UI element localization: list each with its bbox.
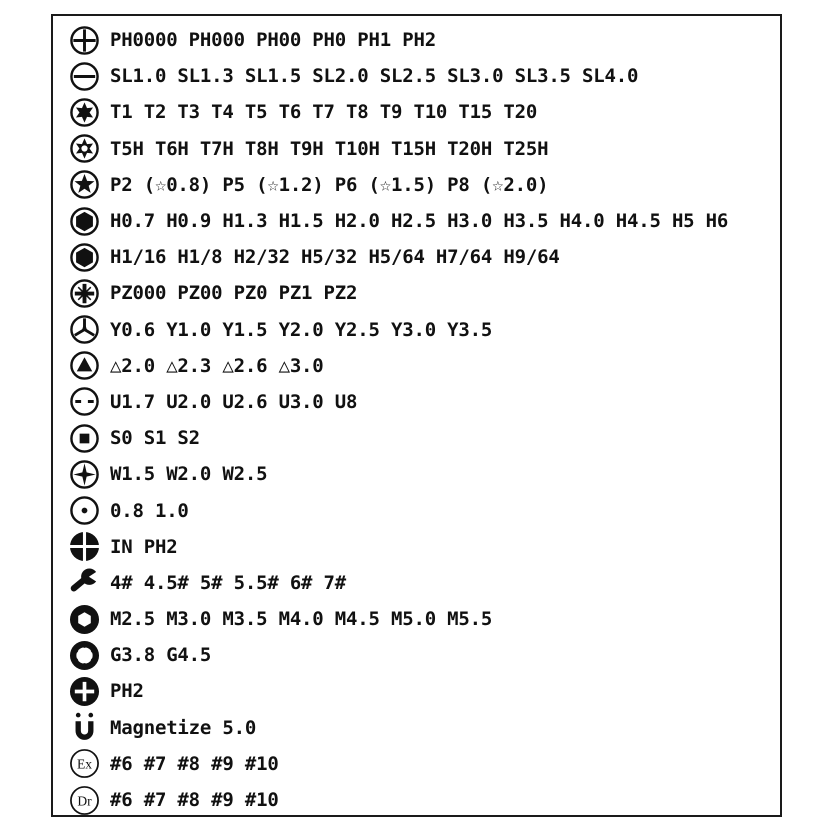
bit-sizes: SL1.0 SL1.3 SL1.5 SL2.0 SL2.5 SL3.0 SL3.5 SL4.0 [110, 65, 639, 88]
list-item [68, 746, 780, 782]
list-item [68, 94, 780, 130]
list-item [68, 673, 780, 709]
cross-icon [68, 458, 100, 490]
bit-sizes: M2.5 M3.0 M3.5 M4.0 M4.5 M5.0 M5.5 [110, 608, 493, 631]
bit-sizes: H1/16 H1/8 H2/32 H5/32 H5/64 H7/64 H9/64 [110, 246, 560, 269]
bit-sizes: PH2 [110, 680, 144, 703]
bit-sizes: #6 #7 #8 #9 #10 [110, 789, 279, 812]
bit-list [68, 22, 780, 818]
u-shape-icon [68, 386, 100, 418]
list-item [68, 312, 780, 348]
list-item [68, 22, 780, 58]
list-item [68, 58, 780, 94]
slotted-icon [68, 60, 100, 92]
bit-sizes: W1.5 W2.0 W2.5 [110, 463, 268, 486]
list-item [68, 239, 780, 275]
bit-sizes: PH0000 PH000 PH00 PH0 PH1 PH2 [110, 29, 436, 52]
list-item [68, 456, 780, 492]
torx-security-icon [68, 133, 100, 165]
hex-inch-icon [68, 241, 100, 273]
dr-icon-label: Dr [76, 792, 92, 808]
list-item [68, 492, 780, 528]
list-item [68, 384, 780, 420]
bit-sizes: Magnetize 5.0 [110, 716, 257, 739]
bit-sizes: G3.8 G4.5 [110, 644, 212, 667]
tri-wing-icon [68, 314, 100, 346]
bit-sizes: T5H T6H T7H T8H T9H T10H T15H T20H T25H [110, 137, 549, 160]
pentalobe-icon [68, 169, 100, 201]
bit-sizes: 0.8 1.0 [110, 499, 189, 522]
square-icon [68, 422, 100, 454]
dr-icon [68, 784, 100, 816]
list-item [68, 565, 780, 601]
hex-nut-icon [68, 603, 100, 635]
pozidriv-icon [68, 277, 100, 309]
ex-icon-label: Ex [76, 756, 92, 772]
bit-sizes: U1.7 U2.0 U2.6 U3.0 U8 [110, 390, 358, 413]
bit-sizes: H0.7 H0.9 H1.3 H1.5 H2.0 H2.5 H3.0 H3.5 H4.0 H4.5 H5 H6 [110, 210, 729, 233]
phillips-icon [68, 24, 100, 56]
gear-icon [68, 639, 100, 671]
bit-sizes: 4# 4.5# 5# 5.5# 6# 7# [110, 571, 347, 594]
magnet-icon [68, 712, 100, 744]
list-item [68, 529, 780, 565]
list-item [68, 131, 780, 167]
list-item [68, 203, 780, 239]
list-item [68, 601, 780, 637]
list-item [68, 167, 780, 203]
plus-solid-icon [68, 675, 100, 707]
bit-sizes: PZ000 PZ00 PZ0 PZ1 PZ2 [110, 282, 358, 305]
ex-icon [68, 748, 100, 780]
bit-sizes: IN PH2 [110, 535, 178, 558]
dot-icon [68, 495, 100, 527]
bit-sizes: S0 S1 S2 [110, 427, 200, 450]
bit-sizes: T1 T2 T3 T4 T5 T6 T7 T8 T9 T10 T15 T20 [110, 101, 538, 124]
list-item [68, 348, 780, 384]
torx-icon [68, 96, 100, 128]
list-item [68, 275, 780, 311]
hex-icon [68, 205, 100, 237]
list-item [68, 420, 780, 456]
wrench-icon [68, 567, 100, 599]
list-item [68, 782, 780, 818]
bit-sizes: △2.0 △2.3 △2.6 △3.0 [110, 354, 324, 377]
bit-sizes: Y0.6 Y1.0 Y1.5 Y2.0 Y2.5 Y3.0 Y3.5 [110, 318, 493, 341]
phillips-solid-icon [68, 531, 100, 563]
list-item [68, 637, 780, 673]
bit-sizes: #6 #7 #8 #9 #10 [110, 752, 279, 775]
list-item [68, 710, 780, 746]
bit-list-panel [51, 14, 782, 817]
triangle-icon [68, 350, 100, 382]
bit-sizes: P2 (☆0.8) P5 (☆1.2) P6 (☆1.5) P8 (☆2.0) [110, 173, 549, 196]
